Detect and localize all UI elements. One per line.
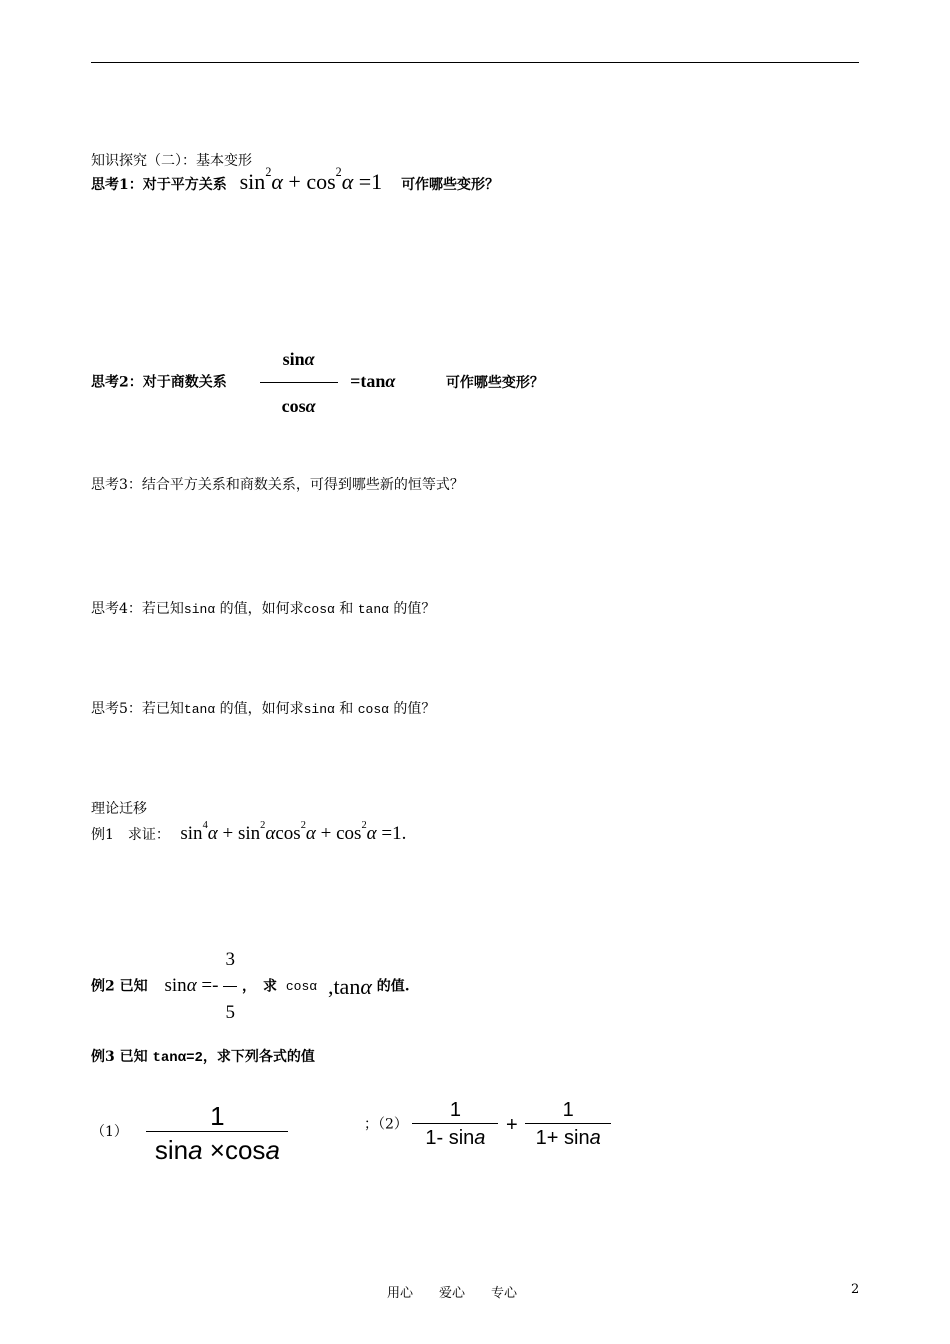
think-4-text: 的值？ [393, 601, 436, 617]
example-1-label: 例1 求证： [91, 827, 170, 843]
think-3: 思考3：结合平方关系和商数关系，可得到哪些新的恒等式？ [91, 477, 464, 493]
think-5-text: 和 [339, 701, 354, 717]
item-1-label: （1） [91, 1124, 128, 1140]
think-2 [91, 336, 544, 429]
square-identity-formula: $\sin^2\alpha + \cos^2\alpha =1$ [239, 165, 383, 194]
tan-alpha-formula: ,tanα [327, 973, 372, 999]
example-2-mid: ， 求 [241, 978, 277, 995]
think-4-text: 的值，如何求 [219, 601, 304, 617]
section-title-basic-transform: 知识探究（二）：基本变形 [91, 153, 252, 169]
think-4 [91, 600, 435, 619]
think-1-label: 思考1：对于平方关系 [91, 177, 227, 193]
think-4-text: 和 [339, 601, 354, 617]
tan-alpha: tanα [183, 702, 216, 717]
example-3-condition: tanα=2 [152, 1050, 203, 1066]
section-title-theory-transfer: 理论迁移 [91, 801, 147, 817]
example-2 [91, 934, 410, 1039]
example-3-item-1 [91, 1094, 288, 1170]
cos-alpha: cosα [285, 978, 318, 994]
footer-slogan: 用心 爱心 专心 [387, 1286, 518, 1301]
item-1-formula: $\frac{1}{\sin a \times\cos a}$ [146, 1117, 288, 1147]
example-2-condition: sinα =- $\frac{3}{5}$ [165, 975, 242, 996]
sin-alpha: sinα [303, 702, 335, 717]
think-2-suffix: 可作哪些变形？ [445, 374, 544, 391]
think-5 [91, 700, 435, 719]
item-2-formula: $\frac{1}{1- \sin a}$ + $\frac{1}{1+ \sin a}$ [412, 1113, 611, 1135]
example-2-tail: 的值. [376, 978, 410, 995]
think-5-text: 思考5：若已知 [91, 701, 184, 717]
example-3 [91, 1048, 315, 1067]
example-1-formula: $\sin^4\alpha + \sin^2\alpha\cos^2\alpha + \cos^2\alpha =1$. [180, 820, 407, 844]
page-number: 2 [851, 1282, 860, 1297]
cos-alpha: cosα [357, 702, 389, 717]
think-4-text: 思考4：若已知 [91, 601, 184, 617]
example-3-item-2 [364, 1094, 611, 1155]
think-5-text: 的值，如何求 [219, 701, 304, 717]
think-1 [91, 165, 500, 199]
example-1 [91, 820, 406, 849]
example-2-label: 例2 已知 [91, 978, 148, 995]
cos-alpha: cosα [303, 602, 335, 617]
item-2-label: ；（2） [364, 1116, 408, 1133]
header-rule [91, 62, 859, 63]
example-3-label: 例3 已知 [91, 1049, 148, 1065]
sin-alpha: sinα [183, 602, 216, 617]
think-2-label: 思考2：对于商数关系 [91, 374, 227, 391]
think-1-suffix: 可作哪些变形？ [401, 177, 500, 193]
tan-alpha: tanα [357, 602, 389, 617]
think-5-text: 的值？ [393, 701, 436, 717]
example-3-tail: ，求下列各式的值 [202, 1049, 315, 1065]
quotient-identity-formula: $\frac{\sin\alpha}{\cos\alpha}$ =tanα [260, 371, 400, 391]
